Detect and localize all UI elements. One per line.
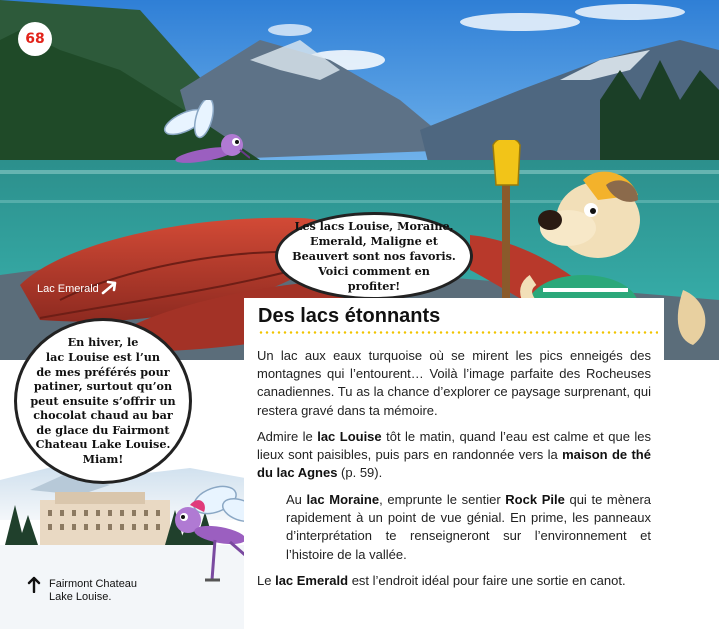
caption-fairmont-chateau — [49, 578, 137, 604]
speech-bubble-top-text: Les lacs Louise, Moraine, Emerald, Maligne et Beauvert sont nos favoris. Voici comment en profiter! — [292, 218, 456, 293]
p4-bold-lac-emerald: lac Emerald — [275, 573, 349, 588]
p2-text-c: tôt le matin, quand l’eau est calme et que les lieux sont paisibles, puis pars en randonnée vers la — [257, 429, 651, 463]
p3-text-a: Au — [286, 492, 307, 507]
p3-text-e: qui te mènera rapidement à un point de vue génial. En prime, les panneaux d’interprétation te renseigneront sur l’environnement et l’histoire de la vallée. — [286, 492, 652, 562]
p3-bold-rock-pile: Rock Pile — [505, 492, 565, 507]
p2-bold-lac-louise: lac Louise — [317, 429, 382, 444]
mosquito-mascot — [160, 100, 250, 180]
paragraph-lac-moraine — [286, 491, 651, 564]
p2-bold-maison-the: maison de thé du lac Agnes — [257, 447, 651, 481]
article-title: Des lacs étonnants — [258, 305, 441, 327]
arrow-right-icon — [100, 278, 120, 298]
p2-text-e: (p. 59). — [337, 465, 383, 481]
caption-lac-emerald-text: Lac Emerald — [37, 283, 99, 295]
title-dotted-rule — [258, 331, 658, 334]
paragraph-lac-emerald — [257, 572, 651, 590]
page-number: 68 — [20, 24, 50, 54]
p3-text-c: , emprunte le sentier — [379, 492, 506, 507]
caption-chateau-line1: Fairmont Chateau — [49, 578, 138, 590]
p4-text-c: est l’endroit idéal pour faire une sortie en canot. — [348, 573, 626, 588]
p2-text-a: Admire le — [257, 429, 318, 444]
p4-text-a: Le — [257, 573, 276, 588]
paragraph-lac-louise — [257, 428, 651, 483]
caption-lac-emerald — [37, 283, 99, 296]
p3-bold-lac-moraine: lac Moraine — [306, 492, 380, 507]
speech-bubble-left-text: En hiver, le lac Louise est l’un de mes préférés pour patiner, surtout qu’on peut ensuite s’offrir un chocolat chaud au bar de glace du Fairmont Chateau Lake Louise. Miam! — [30, 335, 176, 467]
arrow-up-icon — [27, 575, 41, 593]
paragraph-intro: Un lac aux eaux turquoise où se mirent les pics enneigés des montagnes qui l’entourent… Voilà l’image parfaite des Rocheuses canadiennes. Tu as la chance d’explorer ce paysage surprenant, qui restera gravé dans ta mémoire. — [257, 348, 651, 418]
speech-bubble-top — [275, 212, 473, 300]
speech-bubble-left — [14, 318, 192, 484]
caption-chateau-line2: Lake Louise. — [49, 591, 112, 603]
